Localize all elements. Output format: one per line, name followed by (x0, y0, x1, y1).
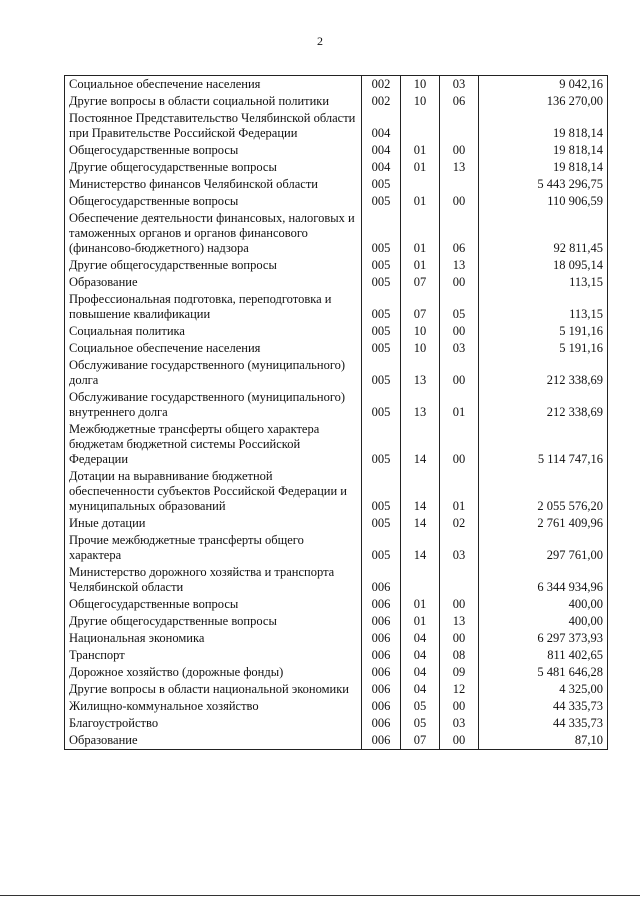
table-row (65, 564, 608, 596)
table-row (65, 110, 608, 142)
row-subsection-code-cell: 03 (440, 715, 479, 732)
row-amount-cell: 5 443 296,75 (479, 176, 608, 193)
row-section-code-cell (401, 110, 440, 142)
row-name-cell: Общегосударственные вопросы (65, 142, 362, 159)
row-section-code-cell: 01 (401, 142, 440, 159)
table-row (65, 340, 608, 357)
table-row (65, 257, 608, 274)
row-amount-cell: 212 338,69 (479, 389, 608, 421)
row-section-code-cell: 01 (401, 193, 440, 210)
row-subsection-code-cell: 00 (440, 357, 479, 389)
table-row (65, 421, 608, 468)
row-ministry-code-cell: 004 (362, 159, 401, 176)
row-subsection-code-cell: 09 (440, 664, 479, 681)
row-amount-cell: 113,15 (479, 291, 608, 323)
row-name-cell: Обеспечение деятельности финансовых, налоговых и таможенных органов и органов финансового (финансово-бюджетного) надзора (65, 210, 362, 257)
row-section-code-cell: 05 (401, 715, 440, 732)
row-section-code-cell: 10 (401, 340, 440, 357)
table-row (65, 596, 608, 613)
row-subsection-code-cell: 03 (440, 340, 479, 357)
row-section-code-cell (401, 564, 440, 596)
row-subsection-code-cell: 00 (440, 193, 479, 210)
row-subsection-code-cell: 00 (440, 323, 479, 340)
row-section-code-cell: 14 (401, 421, 440, 468)
table-row (65, 613, 608, 630)
table-row (65, 715, 608, 732)
row-ministry-code-cell: 006 (362, 564, 401, 596)
row-subsection-code-cell: 08 (440, 647, 479, 664)
row-ministry-code-cell: 004 (362, 110, 401, 142)
row-ministry-code-cell: 005 (362, 515, 401, 532)
row-ministry-code-cell: 005 (362, 340, 401, 357)
row-ministry-code-cell: 005 (362, 274, 401, 291)
row-amount-cell: 19 818,14 (479, 142, 608, 159)
row-amount-cell: 5 481 646,28 (479, 664, 608, 681)
row-name-cell: Общегосударственные вопросы (65, 193, 362, 210)
row-ministry-code-cell: 005 (362, 421, 401, 468)
row-section-code-cell: 13 (401, 389, 440, 421)
row-section-code-cell: 10 (401, 93, 440, 110)
row-ministry-code-cell: 006 (362, 596, 401, 613)
budget-table-body (65, 76, 608, 750)
table-row (65, 142, 608, 159)
row-name-cell: Профессиональная подготовка, переподготовка и повышение квалификации (65, 291, 362, 323)
row-name-cell: Другие вопросы в области национальной экономики (65, 681, 362, 698)
row-name-cell: Межбюджетные трансферты общего характера бюджетам бюджетной системы Российской Федерации (65, 421, 362, 468)
row-subsection-code-cell: 00 (440, 630, 479, 647)
budget-table (64, 75, 608, 750)
table-row (65, 681, 608, 698)
page-number: 2 (317, 34, 323, 48)
row-amount-cell: 5 191,16 (479, 323, 608, 340)
row-subsection-code-cell: 13 (440, 257, 479, 274)
row-ministry-code-cell: 005 (362, 357, 401, 389)
row-name-cell: Другие общегосударственные вопросы (65, 257, 362, 274)
row-ministry-code-cell: 005 (362, 468, 401, 515)
row-name-cell: Обслуживание государственного (муниципального) внутреннего долга (65, 389, 362, 421)
row-subsection-code-cell: 01 (440, 389, 479, 421)
row-ministry-code-cell: 006 (362, 613, 401, 630)
row-amount-cell: 19 818,14 (479, 159, 608, 176)
row-subsection-code-cell: 06 (440, 93, 479, 110)
table-row (65, 159, 608, 176)
table-row (65, 647, 608, 664)
row-amount-cell: 113,15 (479, 274, 608, 291)
row-name-cell: Социальное обеспечение населения (65, 76, 362, 94)
row-section-code-cell: 01 (401, 596, 440, 613)
table-row (65, 664, 608, 681)
row-ministry-code-cell: 006 (362, 715, 401, 732)
row-amount-cell: 2 761 409,96 (479, 515, 608, 532)
row-section-code-cell: 05 (401, 698, 440, 715)
row-section-code-cell: 01 (401, 613, 440, 630)
row-amount-cell: 5 114 747,16 (479, 421, 608, 468)
row-ministry-code-cell: 004 (362, 142, 401, 159)
row-amount-cell: 6 297 373,93 (479, 630, 608, 647)
row-subsection-code-cell: 00 (440, 274, 479, 291)
row-amount-cell: 44 335,73 (479, 715, 608, 732)
row-ministry-code-cell: 006 (362, 698, 401, 715)
row-name-cell: Дотации на выравнивание бюджетной обеспеченности субъектов Российской Федерации и муниципальных образований (65, 468, 362, 515)
row-section-code-cell: 10 (401, 323, 440, 340)
row-section-code-cell: 13 (401, 357, 440, 389)
table-row (65, 468, 608, 515)
row-subsection-code-cell: 00 (440, 142, 479, 159)
row-subsection-code-cell: 00 (440, 421, 479, 468)
row-ministry-code-cell: 006 (362, 681, 401, 698)
table-row (65, 515, 608, 532)
row-ministry-code-cell: 005 (362, 323, 401, 340)
row-amount-cell: 9 042,16 (479, 76, 608, 94)
row-name-cell: Социальное обеспечение населения (65, 340, 362, 357)
row-ministry-code-cell: 006 (362, 647, 401, 664)
row-name-cell: Национальная экономика (65, 630, 362, 647)
table-row (65, 274, 608, 291)
row-subsection-code-cell: 00 (440, 596, 479, 613)
row-name-cell: Иные дотации (65, 515, 362, 532)
row-name-cell: Другие вопросы в области социальной политики (65, 93, 362, 110)
row-section-code-cell: 01 (401, 159, 440, 176)
row-subsection-code-cell: 01 (440, 468, 479, 515)
table-row (65, 93, 608, 110)
table-row (65, 76, 608, 94)
table-row (65, 357, 608, 389)
row-name-cell: Прочие межбюджетные трансферты общего характера (65, 532, 362, 564)
row-section-code-cell: 04 (401, 681, 440, 698)
table-row (65, 291, 608, 323)
row-name-cell: Другие общегосударственные вопросы (65, 159, 362, 176)
row-section-code-cell: 07 (401, 274, 440, 291)
row-name-cell: Образование (65, 732, 362, 750)
row-subsection-code-cell: 13 (440, 159, 479, 176)
row-name-cell: Дорожное хозяйство (дорожные фонды) (65, 664, 362, 681)
row-name-cell: Транспорт (65, 647, 362, 664)
row-ministry-code-cell: 005 (362, 210, 401, 257)
table-row (65, 532, 608, 564)
row-name-cell: Другие общегосударственные вопросы (65, 613, 362, 630)
row-amount-cell: 4 325,00 (479, 681, 608, 698)
row-subsection-code-cell (440, 176, 479, 193)
row-subsection-code-cell: 00 (440, 698, 479, 715)
row-name-cell: Образование (65, 274, 362, 291)
row-ministry-code-cell: 005 (362, 257, 401, 274)
row-name-cell: Министерство финансов Челябинской области (65, 176, 362, 193)
row-section-code-cell: 04 (401, 647, 440, 664)
row-subsection-code-cell (440, 110, 479, 142)
table-row (65, 210, 608, 257)
row-amount-cell: 18 095,14 (479, 257, 608, 274)
row-amount-cell: 811 402,65 (479, 647, 608, 664)
table-row (65, 193, 608, 210)
row-amount-cell: 19 818,14 (479, 110, 608, 142)
table-row (65, 732, 608, 750)
row-amount-cell: 6 344 934,96 (479, 564, 608, 596)
row-subsection-code-cell: 12 (440, 681, 479, 698)
row-subsection-code-cell: 03 (440, 532, 479, 564)
row-amount-cell: 400,00 (479, 596, 608, 613)
row-ministry-code-cell: 006 (362, 664, 401, 681)
row-name-cell: Благоустройство (65, 715, 362, 732)
table-row (65, 698, 608, 715)
row-section-code-cell: 14 (401, 532, 440, 564)
row-name-cell: Постоянное Представительство Челябинской области при Правительстве Российской Федерации (65, 110, 362, 142)
row-amount-cell: 297 761,00 (479, 532, 608, 564)
row-subsection-code-cell: 02 (440, 515, 479, 532)
row-subsection-code-cell: 03 (440, 76, 479, 94)
row-section-code-cell: 10 (401, 76, 440, 94)
row-section-code-cell (401, 176, 440, 193)
row-name-cell: Жилищно-коммунальное хозяйство (65, 698, 362, 715)
row-amount-cell: 92 811,45 (479, 210, 608, 257)
row-ministry-code-cell: 005 (362, 193, 401, 210)
row-section-code-cell: 01 (401, 210, 440, 257)
row-amount-cell: 400,00 (479, 613, 608, 630)
table-row (65, 323, 608, 340)
row-section-code-cell: 14 (401, 515, 440, 532)
row-subsection-code-cell: 00 (440, 732, 479, 750)
row-amount-cell: 2 055 576,20 (479, 468, 608, 515)
row-subsection-code-cell: 06 (440, 210, 479, 257)
row-name-cell: Министерство дорожного хозяйства и транспорта Челябинской области (65, 564, 362, 596)
row-ministry-code-cell: 002 (362, 76, 401, 94)
table-row (65, 389, 608, 421)
row-subsection-code-cell: 05 (440, 291, 479, 323)
table-row (65, 630, 608, 647)
bottom-divider (0, 895, 640, 896)
row-subsection-code-cell: 13 (440, 613, 479, 630)
table-row (65, 176, 608, 193)
row-amount-cell: 136 270,00 (479, 93, 608, 110)
row-amount-cell: 212 338,69 (479, 357, 608, 389)
row-ministry-code-cell: 005 (362, 389, 401, 421)
row-section-code-cell: 07 (401, 732, 440, 750)
row-ministry-code-cell: 005 (362, 532, 401, 564)
row-ministry-code-cell: 005 (362, 176, 401, 193)
row-name-cell: Обслуживание государственного (муниципального) долга (65, 357, 362, 389)
row-amount-cell: 44 335,73 (479, 698, 608, 715)
row-amount-cell: 110 906,59 (479, 193, 608, 210)
row-section-code-cell: 14 (401, 468, 440, 515)
row-amount-cell: 5 191,16 (479, 340, 608, 357)
row-name-cell: Социальная политика (65, 323, 362, 340)
row-ministry-code-cell: 006 (362, 732, 401, 750)
row-section-code-cell: 04 (401, 630, 440, 647)
row-ministry-code-cell: 005 (362, 291, 401, 323)
row-section-code-cell: 04 (401, 664, 440, 681)
row-ministry-code-cell: 006 (362, 630, 401, 647)
row-ministry-code-cell: 002 (362, 93, 401, 110)
row-amount-cell: 87,10 (479, 732, 608, 750)
row-section-code-cell: 01 (401, 257, 440, 274)
row-subsection-code-cell (440, 564, 479, 596)
row-name-cell: Общегосударственные вопросы (65, 596, 362, 613)
row-section-code-cell: 07 (401, 291, 440, 323)
